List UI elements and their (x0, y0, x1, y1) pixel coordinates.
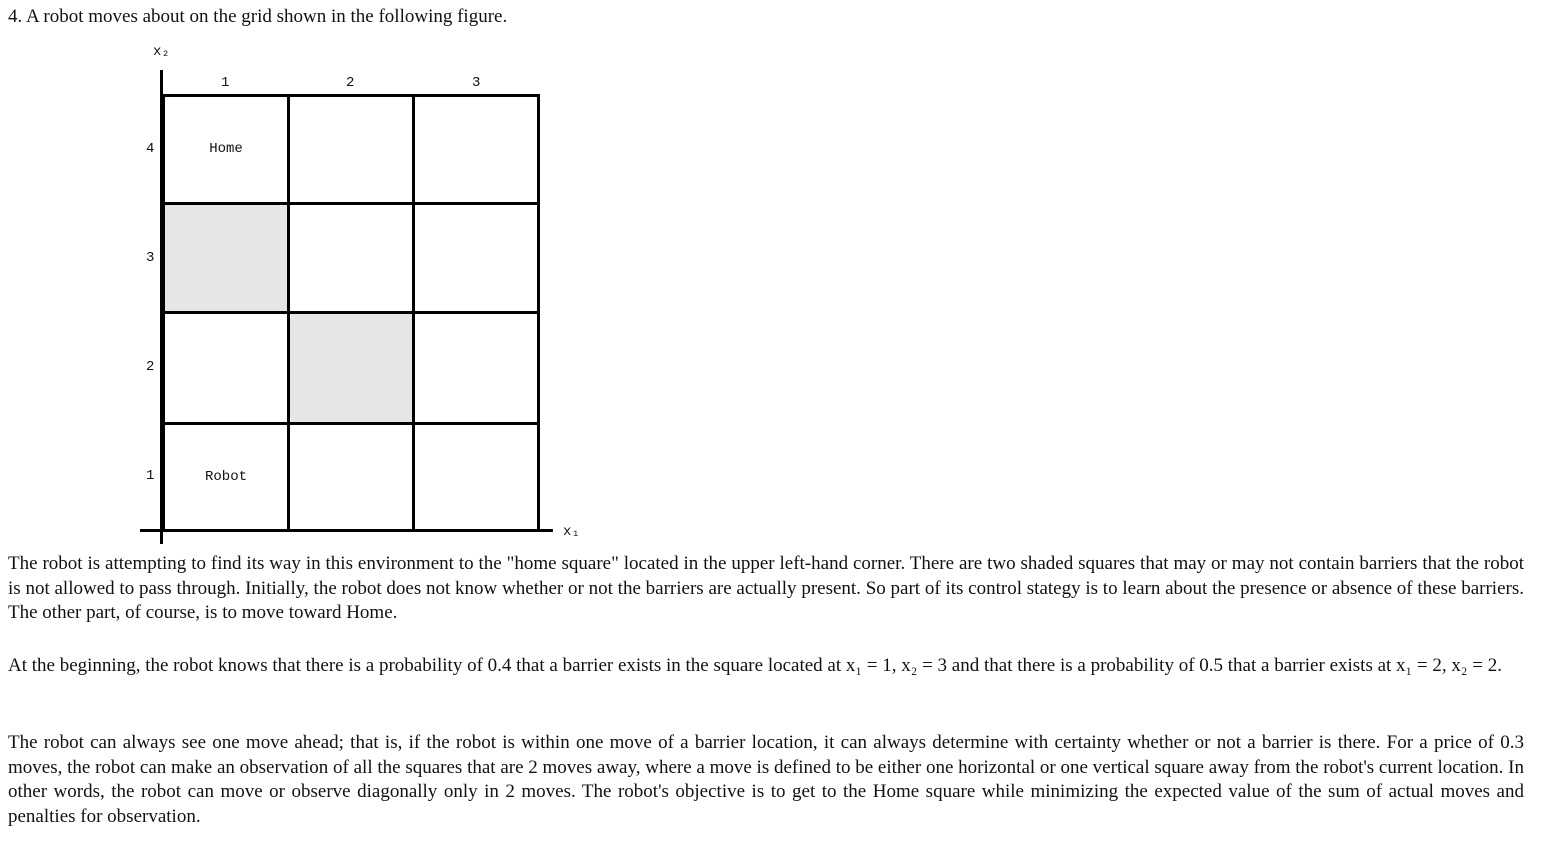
grid-cell (412, 94, 540, 205)
grid-cell (162, 311, 290, 425)
grid-cell (412, 422, 540, 532)
column-label-1: 1 (221, 75, 230, 91)
column-label-2: 2 (346, 75, 355, 91)
paragraph-barrier-probabilities: At the beginning, the robot knows that there is a probability of 0.4 that a barrier exists in the square located at x₁ = 1, x₂ = 3 and that there is a probability of 0.5 that a barrier exists at x₁ = 2, x₂ = 2. (8, 655, 1502, 676)
grid-cell (412, 311, 540, 425)
home-label: Home (209, 141, 243, 157)
column-label-3: 3 (472, 75, 481, 91)
grid-cell-home (162, 94, 290, 205)
shaded-barrier-cell (287, 311, 415, 425)
row-label-4: 4 (146, 141, 155, 157)
problem-title: 4. A robot moves about on the grid shown in the following figure. (8, 6, 508, 27)
row-label-3: 3 (146, 250, 155, 266)
grid-cell (287, 422, 415, 532)
grid-cell (287, 94, 415, 205)
paragraph-observation-rules: The robot can always see one move ahead; that is, if the robot is within one move of a barrier location, it can always determine with certainty whether or not a barrier is there. For a price of 0.3 moves, the robot can make an observation of all the squares that are 2 moves away, where a move is defined to be either one horizontal or one vertical square away from the robot's current location. In other words, the robot can move or observe diagonally only in 2 moves. The robot's objective is to get to the Home square while minimizing the expected value of the sum of actual moves and penalties for observation. (8, 732, 1524, 827)
robot-label: Robot (204, 469, 247, 485)
grid-cell-robot (162, 422, 290, 532)
x1-axis-label: x₁ (563, 524, 580, 540)
grid-cell (412, 202, 540, 314)
x2-axis-label: x₂ (153, 44, 170, 60)
row-label-1: 1 (146, 468, 155, 484)
paragraph-problem-description: The robot is attempting to find its way in this environment to the "home square" located in the upper left-hand corner. There are two shaded squares that may or may not contain barriers that the robot is not allowed to pass through. Initially, the robot does not know whether or not the barriers are actually present. So part of its control stategy is to learn about the presence or absence of these barriers. The other part, of course, is to move toward Home. (8, 553, 1524, 623)
row-label-2: 2 (146, 359, 155, 375)
shaded-barrier-cell (162, 202, 290, 314)
grid-cell (287, 202, 415, 314)
